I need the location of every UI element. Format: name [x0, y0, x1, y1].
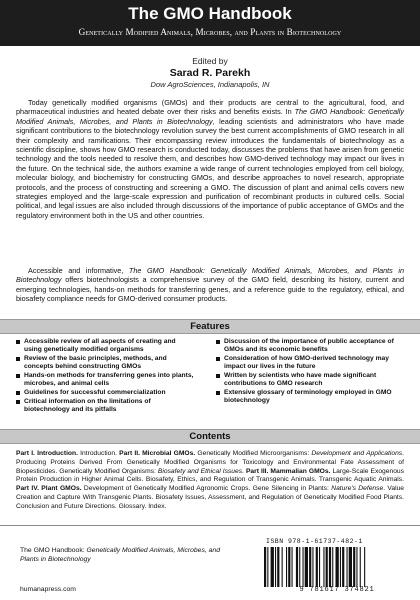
- feature-text: Review of the basic principles, methods, and concepts behind constructing GMOs: [24, 355, 167, 371]
- feature-text: Extensive glossary of terminology employed in GMO biotechnology: [224, 389, 392, 405]
- barcode-bar: [329, 547, 331, 587]
- publisher-url: humanapress.com: [20, 586, 76, 593]
- barcode-bar: [323, 547, 324, 587]
- barcode-bar: [332, 547, 333, 587]
- footer-book-title: [20, 546, 220, 564]
- barcode-icon: [262, 547, 412, 587]
- book-title: The GMO Handbook: [128, 4, 292, 23]
- contents-segment: Biosafety and Ethical Issues: [157, 467, 243, 475]
- barcode-bar: [288, 547, 290, 587]
- footer-title-b: Genetically Modified Animals, Microbes, and Plants in Biotechnology: [20, 547, 220, 563]
- features-heading: Features: [0, 319, 420, 334]
- square-bullet-icon: [16, 372, 21, 380]
- barcode-bar: [312, 547, 313, 587]
- book-subtitle: Genetically Modified Animals, Microbes, and Plants in Biotechnology: [78, 27, 342, 37]
- barcode-bar: [342, 547, 344, 587]
- editor-name: Sarad R. Parekh: [169, 67, 251, 79]
- description-paragraph-1: [16, 98, 404, 220]
- contents-segment: Introduction.: [77, 450, 120, 457]
- square-bullet-icon: [216, 389, 221, 397]
- square-bullet-icon: [16, 389, 21, 397]
- contents-segment: Part I. Introduction.: [16, 450, 78, 457]
- barcode-bar: [347, 547, 348, 587]
- barcode-bar: [336, 547, 339, 587]
- contents-segment: . Producing Proteins Derived From Genetically Modified Organisms for Toxicology and Environmental Fate Assessment of Biopesticides. Genetically Modified Organisms:: [16, 450, 404, 475]
- p1-text-b: , leading scientists and administrators who have made significant contributions to the biotechnology revolution survey the best current accomplishments of GMO research in all their complexity and ramifications. Their encompassing review introduces the fundamentals of biotechnology as a scientific discipline, shows how GMO research is conducted today, discusses the problems that have arisen from genetic technology and the tools needed to resolve them, and describes how GMO-derived technology may impact our lives in the future. On the technical side, the authors examine a wide range of current technologies employed from cell biology, molecular biology, and biochemistry for constructing GMOs, and describe approaches to novel research, appropriate protocols, and the process of constructing and screening a GMO. The discussion of plant and animal cells covers new strategies employed and the large-scale expression and purification of recombinant products in cultured cells. Social political, and legal issues are also included through discussions of the importance of public acceptance of GMOs and the regulatory environment both in the US and other countries.: [16, 116, 405, 220]
- contents-segment: Development of Genetically Modified Agronomic Crops. Gene Silencing in Plants:: [81, 485, 332, 493]
- editor-affiliation: Dow AgroSciences, Indianapolis, IN: [150, 80, 270, 89]
- contents-segment: .: [242, 467, 246, 475]
- feature-text: Consideration of how GMO-derived technology may impact our lives in the future: [224, 355, 389, 371]
- barcode-bar: [340, 547, 341, 587]
- features-right-column: [216, 338, 406, 406]
- p1-text-a: Today genetically modified organisms (GMOs) and their products are central to the agricultural, food, and pharmaceutical industries and heated debate over their risks and benefits exists. In: [16, 98, 404, 117]
- contents-text: [16, 450, 404, 512]
- p1-book-title: The GMO Handbook: Genetically Modified Animals, Microbes, and Plants in Biotechnology: [16, 107, 404, 126]
- contents-segment: Genetically Modified Microorganisms:: [195, 450, 312, 457]
- barcode-bar: [309, 547, 311, 587]
- contents-segment: Part II. Microbial GMOs.: [119, 450, 196, 457]
- barcode-bar: [303, 547, 304, 587]
- barcode-bar: [356, 547, 357, 587]
- barcode-bar: [349, 547, 352, 587]
- feature-text: Written by scientists who have made significant contributions to GMO research: [224, 372, 377, 388]
- feature-text: Accessible review of all aspects of creating and using genetically modified organisms: [24, 338, 176, 354]
- isbn-label: ISBN 978-1-61737-482-1: [266, 538, 363, 545]
- contents-segment: Part III. Mammalian GMOs.: [245, 467, 331, 475]
- barcode-bar: [282, 547, 283, 587]
- features-left-column: [16, 338, 194, 415]
- barcode-bar: [326, 547, 328, 587]
- barcode-number: 9 781617 374821: [299, 586, 375, 594]
- feature-text: Hands-on methods for transferring genes into plants, microbes, and animal cells: [24, 372, 194, 388]
- feature-text: Guidelines for successful commercialization: [24, 389, 166, 396]
- square-bullet-icon: [216, 372, 221, 380]
- barcode-bar: [264, 547, 266, 587]
- barcode-bar: [275, 547, 276, 587]
- barcode-bar: [353, 547, 355, 587]
- barcode-bar: [360, 547, 361, 587]
- barcode-bar: [364, 547, 365, 587]
- contents-heading: Contents: [0, 429, 420, 444]
- barcode-bar: [319, 547, 320, 587]
- feature-text: Critical information on the limitations of biotechnology and its pitfalls: [24, 397, 151, 413]
- title-banner: [0, 0, 420, 46]
- square-bullet-icon: [216, 338, 221, 346]
- feature-item: [16, 338, 194, 354]
- barcode-bar: [296, 547, 298, 587]
- p2-text-b: offers biotechnologists a comprehensive survey of the GMO field, describing its history, current and emerging technologies, hands-on methods for transferring genes, and a reference guide to the regulatory, ethical, and biosafety compliance needs for GMO-derived consumer products.: [16, 275, 404, 304]
- edited-by-label: Edited by: [192, 56, 228, 66]
- feature-item: [16, 398, 194, 414]
- barcode-bar: [316, 547, 318, 587]
- square-bullet-icon: [16, 355, 21, 363]
- barcode-bar: [271, 547, 274, 587]
- p2-book-title: The GMO Handbook: Genetically Modified Animals, Microbes, and Plants in Biotechnology: [16, 266, 404, 285]
- contents-segment: Development and Applications: [311, 450, 403, 457]
- footer-title-a: The GMO Handbook:: [20, 547, 87, 554]
- square-bullet-icon: [16, 398, 21, 406]
- feature-item: [216, 338, 406, 354]
- barcode-bar: [277, 547, 279, 587]
- feature-item: [216, 372, 406, 388]
- barcode-bar: [286, 547, 287, 587]
- feature-item: [216, 389, 406, 405]
- barcode-bar: [299, 547, 300, 587]
- barcode-bar: [267, 547, 268, 587]
- feature-text: Discussion of the importance of public acceptance of GMOs and its economic benefits: [224, 338, 394, 354]
- barcode-bar: [292, 547, 293, 587]
- feature-item: [16, 372, 194, 388]
- contents-segment: Large-Scale Exogenous Protein Production in Higher Animal Cells. Biosafety, Ethics, and Regulation of Transgenic Animals. Transgenic Aquatic Animals.: [16, 467, 404, 484]
- p2-text-a: Accessible and informative,: [28, 266, 129, 275]
- square-bullet-icon: [216, 355, 221, 363]
- square-bullet-icon: [16, 338, 21, 346]
- divider: [0, 525, 420, 526]
- feature-item: [16, 355, 194, 371]
- contents-segment: Nature's Defense: [331, 485, 384, 493]
- contents-segment: . Value Creation and Capture With Transgenic Plants. Biosafety Issues, Assessment, and Regulation of Genetically Modified Food Plants. Conclusion and Future Directions. Glossary. Index.: [16, 485, 405, 510]
- contents-segment: Part IV. Plant GMOs.: [16, 485, 82, 493]
- feature-item: [216, 355, 406, 371]
- description-paragraph-2: [16, 266, 404, 304]
- barcode-bar: [305, 547, 308, 587]
- feature-item: [16, 389, 194, 397]
